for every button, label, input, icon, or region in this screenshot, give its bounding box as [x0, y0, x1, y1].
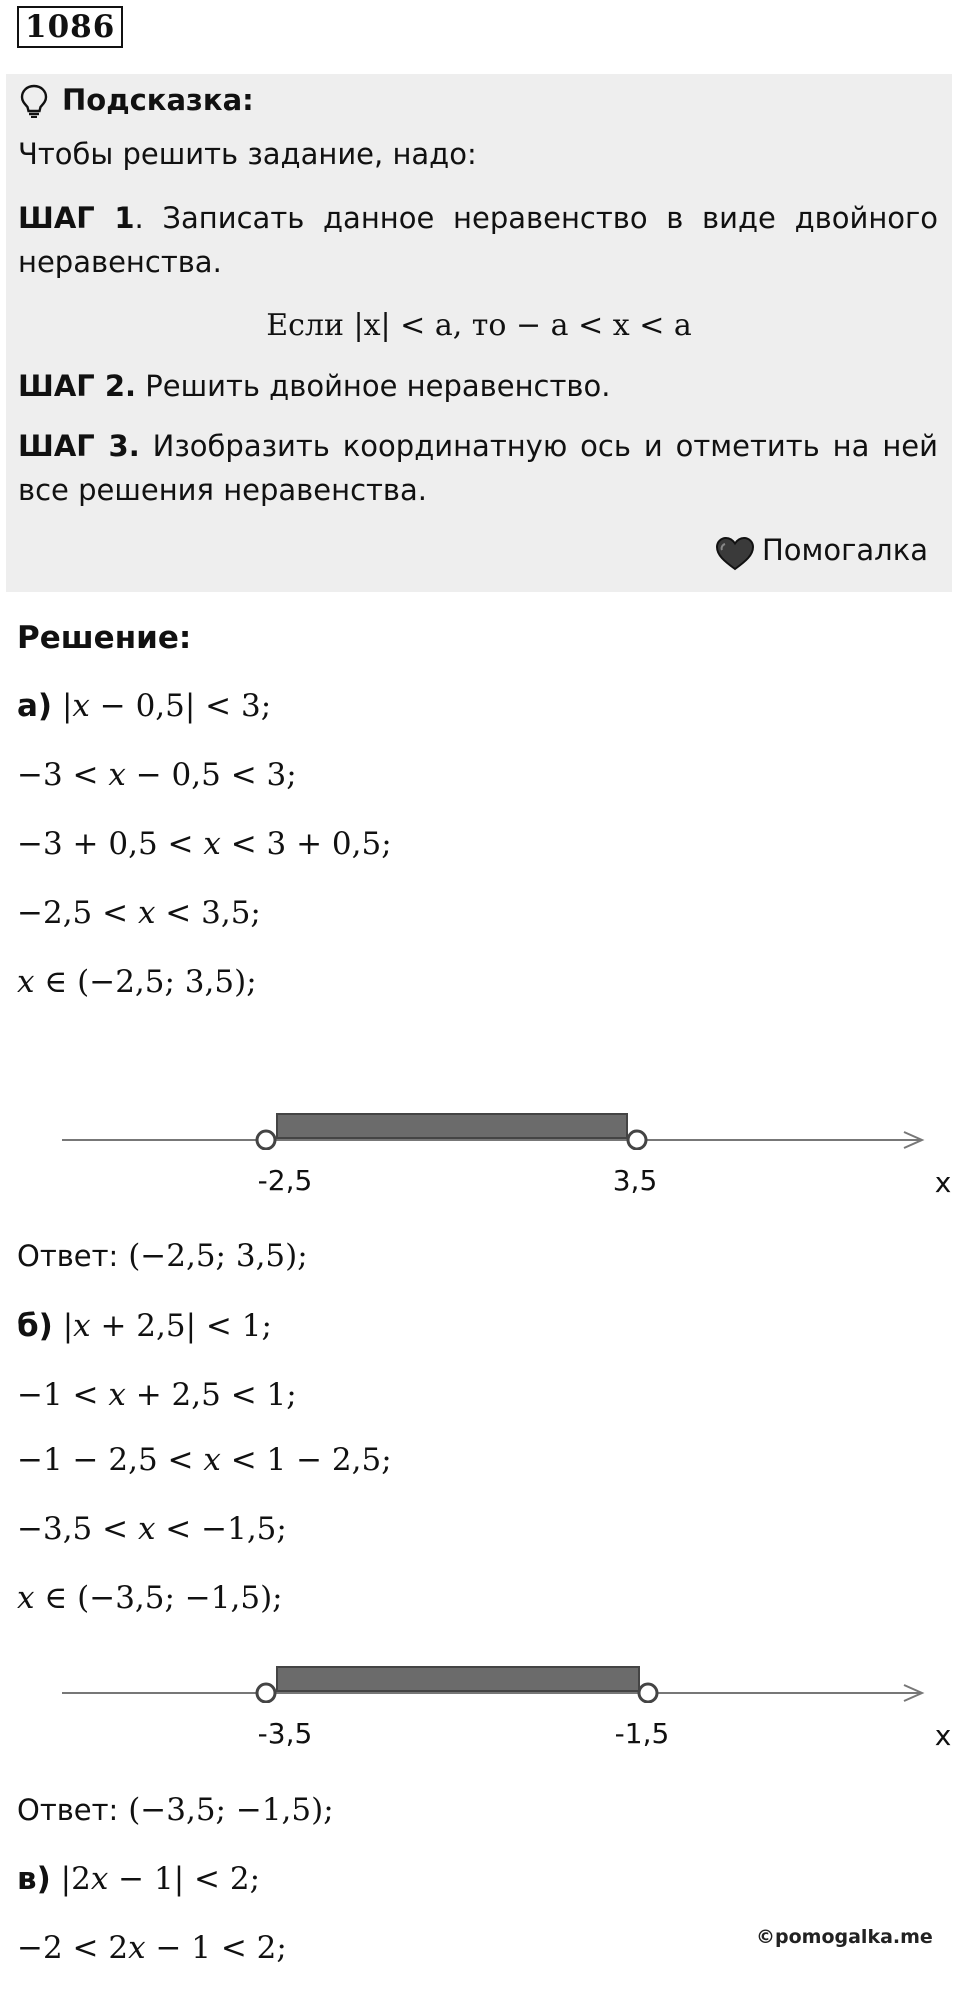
axis-var-label: x — [934, 1166, 952, 1199]
part-b-line-2: −1 < 𝑥 + 2,5 < 1; — [17, 1377, 297, 1413]
hint-box — [6, 74, 952, 592]
hint-intro: Чтобы решить задание, надо: — [18, 137, 477, 171]
answer-a-value: (−2,5; 3,5); — [128, 1238, 308, 1274]
part-b-line-5: 𝑥 ∈ (−3,5; −1,5); — [17, 1580, 283, 1616]
hint-formula: Если |x| < a, то − a < x < a — [266, 308, 692, 343]
part-b-line-1 — [17, 1306, 272, 1346]
step3-label: ШАГ 3. — [18, 429, 140, 463]
hint-step3 — [18, 426, 938, 466]
part-a-line-2: −3 < 𝑥 − 0,5 < 3; — [17, 757, 297, 793]
part-a-line-5: 𝑥 ∈ (−2,5; 3,5); — [17, 964, 257, 1000]
step2-label: ШАГ 2. — [18, 369, 137, 403]
answer-b — [17, 1790, 334, 1830]
open-point-left — [257, 1684, 275, 1702]
tick-label-right: 3,5 — [612, 1164, 658, 1197]
answer-a — [17, 1236, 308, 1276]
step1-label: ШАГ 1 — [18, 201, 135, 235]
step2-text: Решить двойное неравенство. — [136, 369, 611, 403]
answer-a-label: Ответ: — [17, 1239, 119, 1273]
part-a-expr: |𝑥 − 0,5| < 3; — [61, 688, 272, 724]
part-c-expr: |2𝑥 − 1| < 2; — [60, 1861, 261, 1897]
brand-name: Помогалка — [762, 533, 928, 567]
hint-step3-cont: все решения неравенства. — [18, 473, 427, 507]
part-a-line-3: −3 + 0,5 < 𝑥 < 3 + 0,5; — [17, 826, 392, 862]
hint-step2 — [18, 366, 938, 406]
open-point-right — [628, 1131, 646, 1149]
part-a-line-4: −2,5 < 𝑥 < 3,5; — [17, 895, 261, 931]
brand — [688, 530, 928, 570]
part-c-line-1 — [17, 1859, 260, 1899]
part-c-label: в) — [17, 1861, 51, 1897]
part-b-line-3: −1 − 2,5 < 𝑥 < 1 − 2,5; — [17, 1442, 392, 1478]
number-line-b — [0, 1653, 960, 1752]
open-point-right — [639, 1684, 657, 1702]
heart-icon — [714, 536, 756, 582]
axis-var-label: x — [934, 1719, 952, 1752]
part-a-line-1 — [17, 686, 271, 726]
answer-b-value: (−3,5; −1,5); — [128, 1792, 334, 1828]
task-number: 1086 — [17, 6, 123, 48]
tick-label-left: -3,5 — [257, 1717, 313, 1750]
number-line-a — [0, 1100, 960, 1199]
hint-title: Подсказка: — [62, 83, 254, 117]
hint-step1 — [18, 198, 938, 238]
hint-step1-cont: неравенства. — [18, 245, 222, 279]
answer-b-label: Ответ: — [17, 1793, 119, 1827]
part-b-line-4: −3,5 < 𝑥 < −1,5; — [17, 1511, 287, 1547]
tick-label-left: -2,5 — [257, 1164, 313, 1197]
watermark: ©pomogalka.me — [756, 1926, 933, 1948]
lightbulb-icon — [20, 84, 48, 122]
part-a-label: а) — [17, 688, 53, 724]
solution-segment — [277, 1667, 639, 1691]
step3-text: Изобразить координатную ось и отметить на ней — [139, 429, 938, 463]
part-b-label: б) — [17, 1308, 53, 1344]
part-b-expr: |𝑥 + 2,5| < 1; — [62, 1308, 272, 1344]
part-c-line-2: −2 < 2𝑥 − 1 < 2; — [17, 1930, 287, 1966]
step1-text: . Записать данное неравенство в виде двойного — [134, 201, 939, 235]
tick-label-right: -1,5 — [614, 1717, 670, 1750]
open-point-left — [257, 1131, 275, 1149]
solution-segment — [277, 1114, 627, 1138]
solution-title: Решение: — [17, 620, 192, 656]
